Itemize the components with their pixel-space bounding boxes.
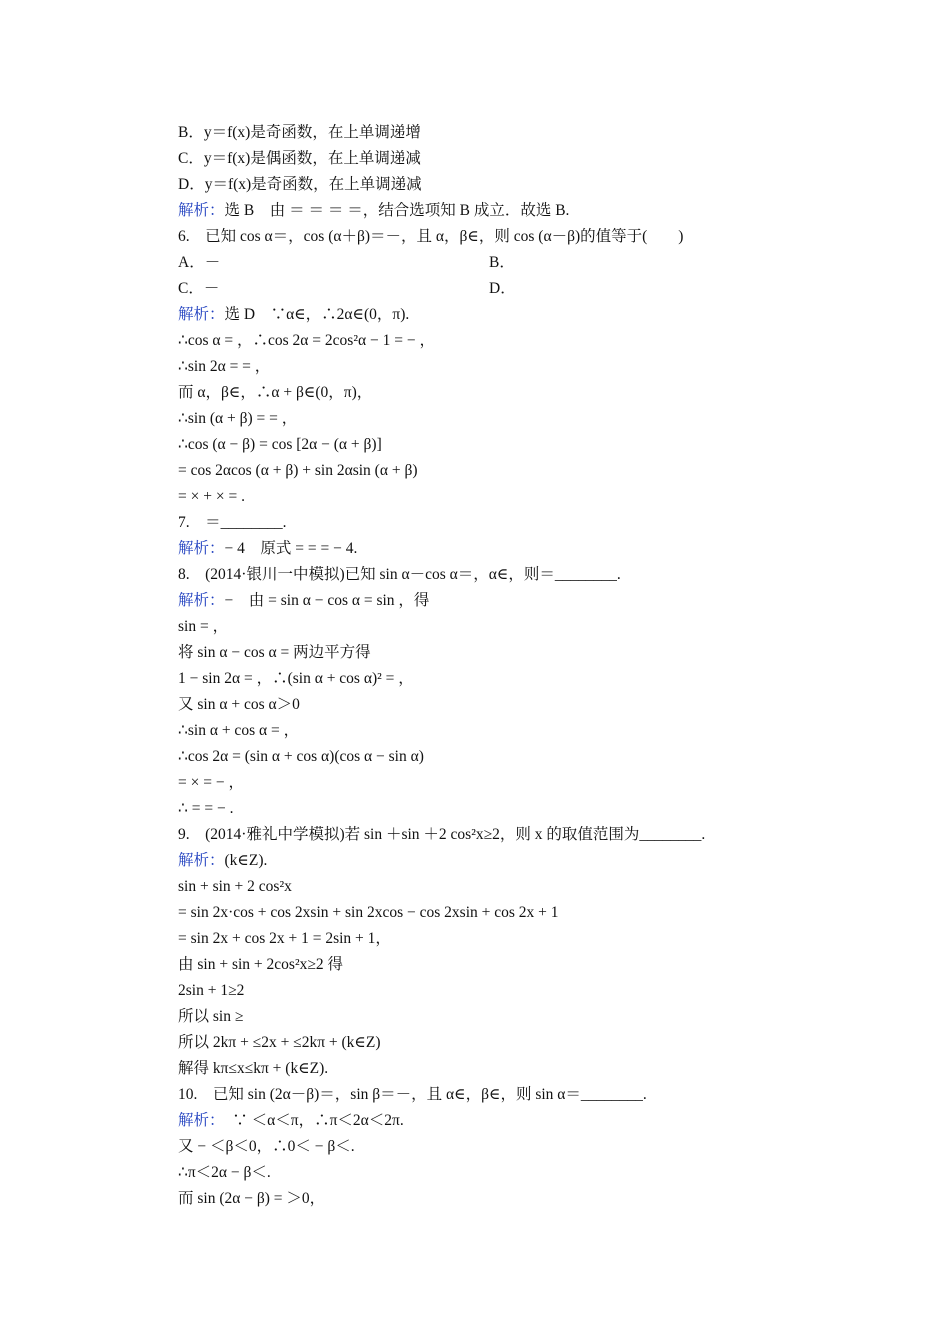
line-text: ∴π＜2α − β＜. [178,1164,271,1181]
text-line [178,744,818,770]
text-line [178,640,818,666]
line-text: ∴cos α = ，∴cos 2α = 2cos²α − 1 = − ， [178,332,435,349]
line-text: − 由 = sin α − cos α = sin ，得 [224,592,430,609]
solution-label: 解析： [178,592,225,609]
text-line [178,536,818,562]
text-line [178,848,818,874]
line-text: 7. ＝________. [178,514,287,531]
line-text: = × + × = . [178,488,245,505]
line-text: 又 sin α + cos α＞0 [178,696,300,713]
line-text: 所以 sin ≥ [178,1008,244,1025]
text-line [178,120,818,146]
line-text: C．－ [178,280,220,297]
line-text: 所以 2kπ + ≤2x + ≤2kπ + (k∈Z) [178,1034,381,1051]
line-text: ∴sin (α + β) = = ， [178,410,298,427]
solution-label: 解析： [178,1112,217,1129]
text-line [178,926,818,952]
text-line [178,354,818,380]
text-line [178,224,818,250]
text-line [178,1082,818,1108]
line-text: ∴cos (α − β) = cos [2α − (α + β)] [178,436,382,453]
line-text: 选 D ∵α∈，∴2α∈(0，π). [224,306,410,323]
text-line [178,484,818,510]
text-line [178,952,818,978]
text-body [178,120,818,1212]
text-line [178,1056,818,1082]
text-line [178,380,818,406]
text-line [178,718,818,744]
text-line [178,978,818,1004]
line-text: 10. 已知 sin (2α－β)＝，sin β＝－，且 α∈，β∈，则 sin α＝________. [178,1086,647,1103]
text-line [178,1186,818,1212]
text-line [178,432,818,458]
line-text: A．－ [178,254,221,271]
solution-label: 解析： [178,540,225,557]
text-line [178,198,818,224]
text-line [178,458,818,484]
text-line [178,1004,818,1030]
line-text: ∴sin 2α = = ， [178,358,271,375]
line-text: sin + sin + 2 cos²x [178,878,292,895]
text-line [178,276,818,302]
solution-label: 解析： [178,202,225,219]
line-text: 1 − sin 2α = ，∴(sin α + cos α)² = ， [178,670,414,687]
line-text: B．y＝f(x)是奇函数，在上单调递增 [178,124,421,141]
line-text: 2sin + 1≥2 [178,982,245,999]
text-line [178,770,818,796]
line-text: 解得 kπ≤x≤kπ + (k∈Z). [178,1060,329,1077]
text-line [178,692,818,718]
option-right: B． [489,254,515,271]
line-text: ∴ = = − . [178,800,234,817]
line-text: sin = ， [178,618,229,635]
text-line [178,1030,818,1056]
text-line [178,1108,818,1134]
text-line [178,562,818,588]
line-text: 将 sin α − cos α = 两边平方得 [178,644,371,661]
line-text: = sin 2x·cos + cos 2xsin + sin 2xcos − cos 2xsin + cos 2x + 1 [178,904,559,921]
text-line [178,822,818,848]
text-line [178,172,818,198]
line-text: ∴sin α + cos α = ， [178,722,300,739]
text-line [178,302,818,328]
line-text: = cos 2αcos (α + β) + sin 2αsin (α + β) [178,462,418,479]
line-text: 又 − ＜β＜0，∴0＜ − β＜. [178,1138,355,1155]
text-line [178,1134,818,1160]
option-right: D． [489,280,516,297]
text-line [178,666,818,692]
line-text: 6. 已知 cos α＝，cos (α＋β)＝－，且 α，β∈，则 cos (α－β)的值等于( ) [178,228,684,245]
line-text: = sin 2x + cos 2x + 1 = 2sin + 1， [178,930,391,947]
text-line [178,510,818,536]
line-text: − 4 原式 = = = − 4. [224,540,358,557]
text-line [178,146,818,172]
text-line [178,900,818,926]
text-line [178,250,818,276]
line-text: 选 B 由 ＝ ＝ ＝ ＝，结合选项知 B 成立．故选 B. [224,202,570,219]
line-text: ∴cos 2α = (sin α + cos α)(cos α − sin α) [178,748,424,765]
text-line [178,588,818,614]
line-text: (k∈Z). [224,852,268,869]
line-text: ∵ ＜α＜π，∴π＜2α＜2π. [216,1112,404,1129]
text-line [178,796,818,822]
line-text: = × = − ， [178,774,244,791]
line-text: 8. (2014·银川一中模拟)已知 sin α－cos α＝，α∈，则＝________. [178,566,621,583]
text-line [178,328,818,354]
line-text: 9. (2014·雅礼中学模拟)若 sin ＋sin ＋2 cos²x≥2，则 x 的取值范围为________. [178,826,706,843]
line-text: 而 sin (2α − β) = ＞0， [178,1190,326,1207]
line-text: 而 α，β∈，∴α + β∈(0，π)， [178,384,373,401]
text-line [178,406,818,432]
line-text: C．y＝f(x)是偶函数，在上单调递减 [178,150,421,167]
solution-label: 解析： [178,306,225,323]
text-line [178,874,818,900]
text-line [178,614,818,640]
line-text: D．y＝f(x)是奇函数，在上单调递减 [178,176,422,193]
text-line [178,1160,818,1186]
solution-label: 解析： [178,852,225,869]
line-text: 由 sin + sin + 2cos²x≥2 得 [178,956,343,973]
